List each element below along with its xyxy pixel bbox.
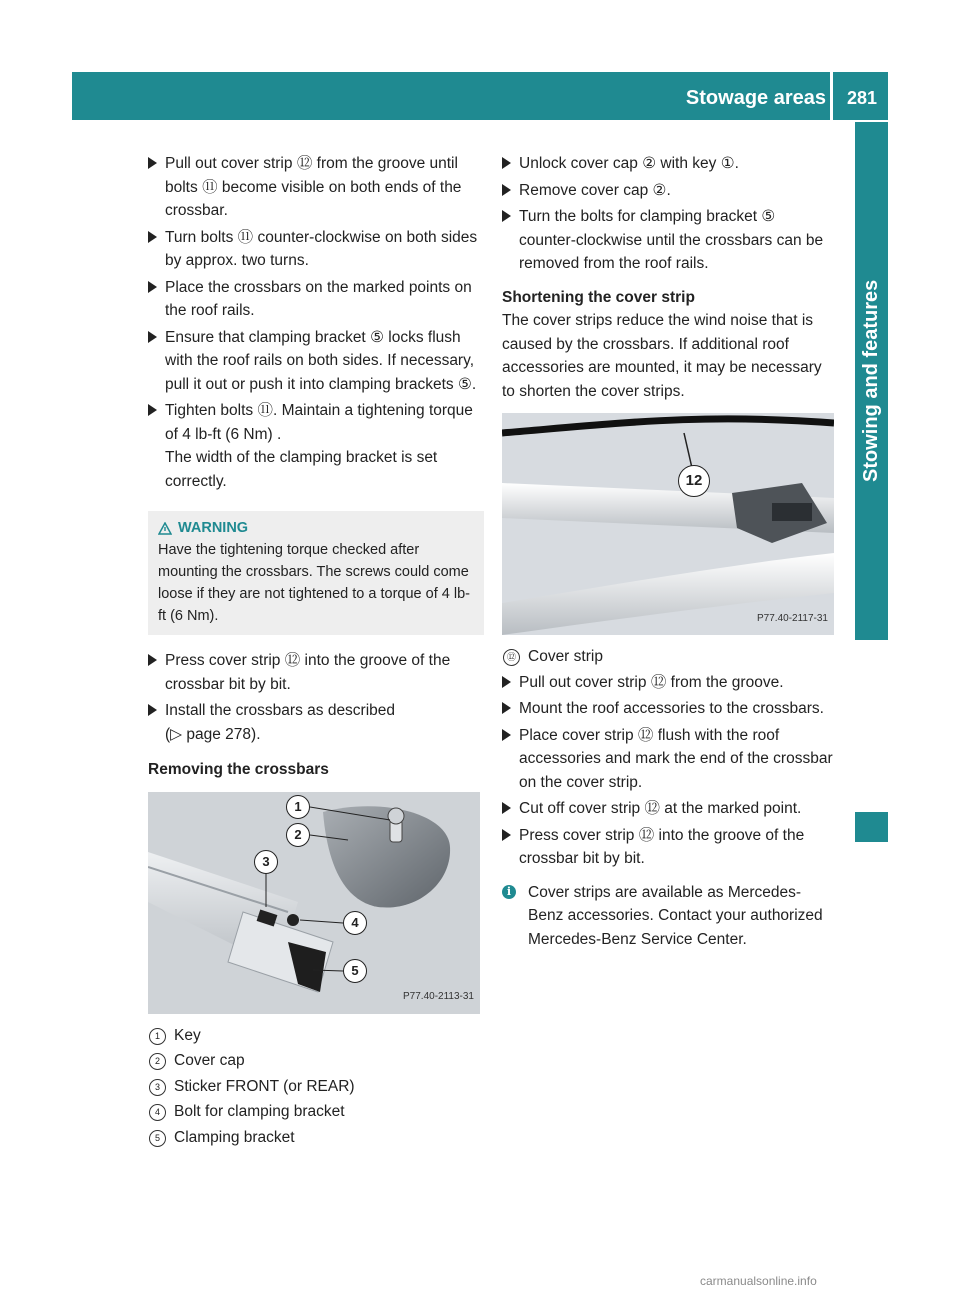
callout-number: ⑫ (650, 673, 667, 691)
step-arrow-icon (148, 404, 157, 416)
step-text: Install the crossbars as described (165, 702, 396, 719)
info-icon: i (502, 885, 516, 899)
instruction-step (502, 697, 836, 721)
callout-number: ⑫ (637, 726, 654, 744)
instruction-step (502, 724, 836, 795)
callout-number: ⑤ (761, 208, 776, 225)
callout-number: ⑫ (296, 155, 313, 172)
header-divider (830, 72, 833, 120)
step-note: The width of the clamping bracket is set correctly. (165, 449, 438, 490)
figure-code: P77.40-2117-31 (757, 612, 828, 624)
warning-text: Have the tightening torque checked after mounting the crossbars. The screws could come loose if they are not tightened to a torque of 4 lb-ft (6 Nm). (158, 542, 470, 624)
instruction-step (148, 649, 484, 696)
step-text: from the groove until bolts (165, 155, 458, 196)
figure-removing-crossbars (148, 792, 480, 1014)
legend-number: 1 (149, 1028, 166, 1045)
step-arrow-icon (502, 676, 511, 688)
step-text: with key (656, 155, 721, 172)
figure-callout-3: 3 (254, 850, 278, 874)
step-text: Cut off cover strip (519, 800, 645, 817)
step-text: Turn the bolts for clamping bracket (519, 208, 762, 225)
step-arrow-icon (502, 210, 511, 222)
instruction-step (148, 276, 484, 323)
step-text: Press cover strip (165, 652, 285, 669)
step-text: flush with the roof accessories and mark the end of the crossbar on the cover strip. (519, 726, 833, 791)
left-steps-group-1 (148, 152, 484, 446)
legend-item (502, 645, 836, 669)
step-text: become visible on both ends of the crossbar. (165, 178, 462, 219)
step-arrow-icon (148, 654, 157, 666)
side-marker (855, 812, 888, 842)
instruction-step (502, 671, 836, 695)
figure-cover-strip (502, 413, 834, 635)
step-arrow-icon (502, 157, 511, 169)
instruction-step (148, 326, 484, 397)
figure-callout-5: 5 (343, 959, 367, 983)
legend-text: Cover cap (174, 1052, 245, 1069)
legend-text: Clamping bracket (174, 1128, 295, 1146)
legend-text: Bolt for clamping bracket (174, 1103, 345, 1120)
legend-number: 4 (149, 1104, 166, 1121)
step-text: into the groove of the crossbar bit by bit. (519, 826, 805, 867)
step-arrow-icon (148, 157, 157, 169)
legend-text: Key (174, 1026, 201, 1044)
callout-number: ⑤ (370, 328, 384, 346)
figure-callout-4: 4 (343, 911, 367, 935)
figure-code: P77.40-2113-31 (403, 991, 474, 1002)
legend-text: Sticker FRONT (or REAR) (174, 1077, 355, 1095)
legend-number: 5 (149, 1130, 166, 1147)
step-text: from the groove. (666, 673, 784, 691)
info-text: Cover strips are available as Mercedes-Benz accessories. Contact your authorized Mercedes-Benz Service Center. (528, 883, 823, 948)
instruction-step (502, 152, 836, 176)
legend-item (148, 1075, 484, 1099)
legend-number: ⑫ (503, 649, 520, 666)
step-arrow-icon (502, 829, 511, 841)
page-reference: (▷ page 278). (165, 725, 261, 743)
callout-number: ⑫ (638, 826, 655, 844)
callout-number: ② (642, 155, 657, 172)
step-text: counter-clockwise until the crossbars can be removed from the roof rails. (519, 231, 824, 272)
legend-item (148, 1049, 484, 1073)
legend-item (148, 1100, 484, 1124)
instruction-step (502, 179, 836, 203)
step-text: . (734, 155, 739, 172)
step-text: Place the crossbars on the marked points on the roof rails. (165, 278, 472, 319)
warning-title: WARNING (178, 520, 249, 536)
warning-icon (158, 522, 172, 535)
figure-callout-2: 2 (286, 823, 310, 847)
step-arrow-icon (148, 331, 157, 343)
left-steps-group-2 (148, 649, 484, 723)
instruction-step (502, 205, 836, 276)
instruction-step (148, 152, 484, 223)
cover-strip-illustration (502, 413, 834, 635)
warning-box (148, 511, 484, 635)
step-text: . (666, 181, 671, 199)
step-text: Pull out cover strip (519, 673, 651, 691)
step-arrow-icon (148, 231, 157, 243)
info-note (502, 881, 836, 952)
right-column (502, 152, 836, 951)
callout-number: ② (652, 181, 667, 199)
step-arrow-icon (148, 281, 157, 293)
instruction-step (148, 226, 484, 273)
figure-callout-1: 1 (286, 795, 310, 819)
step-text: Ensure that clamping bracket (165, 328, 371, 346)
legend-number: 3 (149, 1079, 166, 1096)
step-text: at the marked point. (660, 800, 802, 817)
step-text: locks flush with the roof rails on both sides. If necessary, pull it out or push it into clamping brackets (165, 328, 475, 393)
callout-number: ⑪ (257, 402, 273, 419)
figure-callout-12: 12 (678, 465, 710, 497)
step-text: . Maintain a tightening torque of 4 lb-ft (6 Nm) . (165, 402, 473, 443)
step-text: Press cover strip (519, 826, 639, 844)
step-text: Unlock cover cap (519, 155, 643, 172)
watermark: carmanualsonline.info (700, 1274, 817, 1288)
step-arrow-icon (148, 704, 157, 716)
step-text: counter-clockwise on both sides by approx. two turns. (165, 228, 478, 269)
instruction-step (148, 399, 484, 446)
callout-number: ⑤ (457, 375, 472, 393)
callout-number: ⑪ (202, 178, 218, 196)
step-text: into the groove of the crossbar bit by bit. (165, 652, 451, 693)
legend-list (148, 1024, 484, 1150)
side-tab-label: Stowing and features (860, 279, 882, 483)
instruction-step (502, 797, 836, 821)
callout-number: ⑫ (284, 652, 301, 669)
step-text: Mount the roof accessories to the crossbars. (519, 700, 824, 717)
step-text: . (471, 375, 477, 393)
right-steps-group-2 (502, 671, 836, 871)
legend-text: Cover strip (528, 648, 603, 665)
step-arrow-icon (502, 802, 511, 814)
page-number: 281 (846, 88, 878, 108)
legend-number: 2 (149, 1053, 166, 1070)
callout-number: ⑪ (237, 228, 254, 246)
step-text: Turn bolts (165, 228, 238, 246)
right-steps-group-1 (502, 152, 836, 276)
legend-item (148, 1126, 484, 1150)
heading-removing-crossbars: Removing the crossbars (148, 761, 329, 778)
callout-number: ① (720, 155, 735, 172)
step-text: Remove cover cap (519, 181, 653, 199)
crossbar-illustration (148, 792, 480, 1014)
section-title: Stowage areas (685, 87, 826, 109)
callout-number: ⑫ (644, 800, 660, 817)
step-arrow-icon (502, 184, 511, 196)
step-text: Place cover strip (519, 726, 638, 744)
step-text: Tighten bolts (165, 402, 258, 419)
intro-paragraph: The cover strips reduce the wind noise that is caused by the crossbars. If additional roof accessories are mounted, it may be necessary to shorten the cover strips. (502, 312, 822, 400)
instruction-step (502, 824, 836, 871)
step-arrow-icon (502, 702, 511, 714)
step-arrow-icon (502, 729, 511, 741)
heading-shortening-cover-strip: Shortening the cover strip (502, 288, 695, 306)
instruction-step (148, 699, 484, 723)
legend-item (148, 1024, 484, 1048)
step-text: Pull out cover strip (165, 155, 297, 172)
warning-header (158, 517, 476, 539)
left-column (148, 152, 484, 1151)
